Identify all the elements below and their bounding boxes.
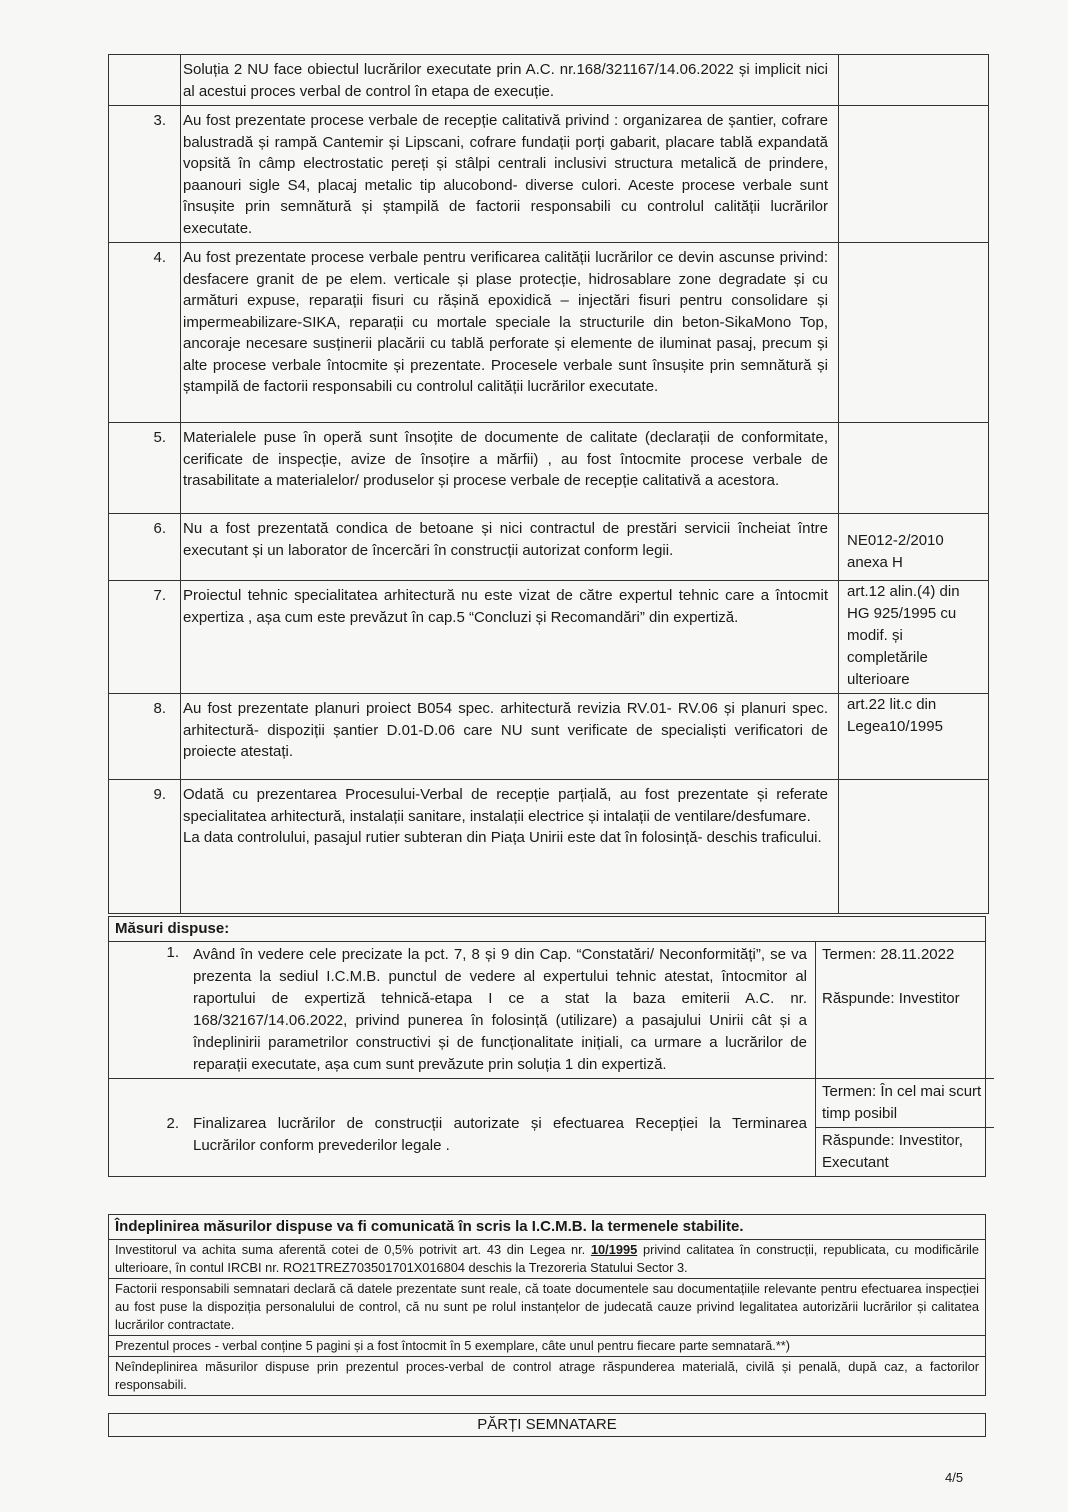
measure-row [109, 942, 994, 1079]
finding-reference: art.22 lit.c din Legea10/1995 [839, 694, 989, 780]
measure-text: Finalizarea lucrărilor de construcții autorizate și efectuarea Recepției la Terminarea Lucrărilor conform prevederilor legale . [191, 1079, 816, 1177]
finding-text: Soluția 2 NU face obiectul lucrărilor executate prin A.C. nr.168/321167/14.06.2022 și implicit nici al acestui proces verbal de control în etapa de execuție. [181, 55, 839, 106]
measure-deadline: Termen: 28.11.2022 [822, 946, 955, 963]
finding-reference: art.12 alin.(4) din HG 925/1995 cu modif. și completările ulterioare [839, 581, 989, 694]
finding-number: 8. [109, 694, 181, 780]
finding-row [109, 581, 989, 694]
finding-text: Proiectul tehnic specialitatea arhitectură nu este vizat de către expertul tehnic care a întocmit expertiza , așa cum este prevăzut în cap.5 “Concluzi și Recomandări” din expertiză. [181, 581, 839, 694]
signatories-header: PĂRȚI SEMNATARE [108, 1413, 986, 1437]
findings-table [108, 54, 989, 914]
finding-number: 3. [109, 106, 181, 243]
page-number: 4/5 [945, 1470, 964, 1485]
finding-number: 5. [109, 423, 181, 514]
finding-number: 6. [109, 514, 181, 581]
measure-deadline: Termen: În cel mai scurt timp posibil [822, 1083, 982, 1122]
measure-number: 2. [109, 1079, 191, 1177]
measure-row [109, 1079, 994, 1177]
finding-reference [839, 243, 989, 423]
measure-responsible: Răspunde: Investitor, Executant [816, 1127, 994, 1176]
finding-text: Au fost prezentate procese verbale de recepție calitativă privind : organizarea de șantier, cofrare balustradă și rampă Cantemir și Lipscani, cofrare fundații porți gabarit, placare tablă expandată vopsită în câmp electrostatic pereți și stâlpi centrali inclusivi structura metalică de prindere, paanouri sigle S4, placaj metalic tip alucobond- diverse culori. Aceste procese verbale sunt însușite prin semnătură și ștampilă de factorii responsabili cu controlul calității lucrărilor executate. [181, 106, 839, 243]
measures-table [109, 942, 994, 1176]
notice-deadlines: Îndeplinirea măsurilor dispuse va fi comunicată în scris la I.C.M.B. la termenele stabilite. [115, 1218, 744, 1235]
measure-deadline-cell [816, 942, 995, 1079]
notice-tax: Investitorul va achita suma aferentă cotei de 0,5% potrivit art. 43 din Legea nr. 10/1995 privind calitatea în construcții, republicata, cu modificările ulterioare, în contul IRCBI nr. RO21TREZ703501701X016804 deschis la Trezoreria Statului Sector 3. [109, 1239, 985, 1278]
finding-text: Au fost prezentate planuri proiect B054 spec. arhitectură revizia RV.01- RV.06 și planuri spec. arhitectură- dispoziții șantier D.01-D.06 care NU sunt verificate de specialiști verificatori de proiecte atestați. [181, 694, 839, 780]
notice-liability: Neîndeplinirea măsurilor dispuse prin prezentul proces-verbal de control atrage răspunderea materială, civilă și penală, după caz, a factorilor responsabili. [109, 1356, 985, 1395]
measure-number: 1. [166, 944, 179, 961]
finding-text: Nu a fost prezentată condica de betoane și nici contractul de prestări servicii încheiat între executant și un laborator de încercări în construcții autorizat conform legii. [181, 514, 839, 581]
finding-number [109, 55, 181, 106]
finding-number: 9. [109, 780, 181, 914]
finding-row [109, 423, 989, 514]
finding-row [109, 694, 989, 780]
finding-reference: NE012-2/2010 anexa H [839, 514, 989, 581]
measure-text: Având în vedere cele precizate la pct. 7, 8 și 9 din Cap. “Constatări/ Neconformități”, se va prezenta la sediul I.C.M.B. punctul de vedere al expertului tehnic atestat, întocmitor al raportului de expertiză tehnică-etapa I ce a stat la baza emiterii A.C. nr. 168/32167/14.06.2022, privind punerea în folosință (utilizare) a pasajului Unirii cât și a îndeplinirii parametrilor constructivi și de funcționalitate inițiali, ca urmare a lucrărilor de reparații executate, așa cum sunt prevăzute prin soluția 1 din expertiză. [193, 946, 807, 1073]
notes-section [108, 1214, 986, 1396]
finding-text: Au fost prezentate procese verbale pentru verificarea calității lucrărilor ce devin ascunse privind: desfacere granit de pe elem. verticale și plase protecție, hidrosablare zone degradate și cu armături expuse, reparații fisuri cu rășină epoxidică – injectări fisuri pentru consolidare și impermeabilizare-SIKA, reparații cu mortale speciale la structurile din beton-SikaMono Top, ancoraje necesare susținerii placării cu tablă perforate și elemente de iluminat pasaj, precum și alte procese verbale întocmite și prezentate. Procesele verbale sunt însușite prin semnătură și ștampilă de factorii responsabili cu controlul calității lucrărilor executate. [181, 243, 839, 423]
finding-reference [839, 55, 989, 106]
finding-row [109, 780, 989, 914]
finding-row [109, 106, 989, 243]
measure-responsible: Răspunde: Investitor [822, 990, 960, 1007]
notice-pages: Prezentul proces - verbal conține 5 pagini și a fost întocmit în 5 exemplare, câte unul pentru fiecare parte semnatară.**) [109, 1335, 985, 1356]
finding-row [109, 514, 989, 581]
finding-reference [839, 106, 989, 243]
measures-title: Măsuri dispuse: [109, 917, 985, 942]
finding-text: Odată cu prezentarea Procesului-Verbal de recepție parțială, au fost prezentate și referate specialitatea arhitectură, instalații sanitare, instalații electrice și intalații de ventilare/desfumare. La data controlului, pasajul rutier subteran din Piața Unirii este dat în folosință- deschis traficului. [181, 780, 839, 914]
measure-deadline-cell [816, 1079, 995, 1177]
finding-row [109, 55, 989, 106]
measures-section [108, 916, 986, 1177]
notice-factors: Factorii responsabili semnatari declară că datele prezentate sunt reale, că toate documentele sau documentațiile relevante pentru efectuarea inspecției au fost puse la dispoziția personalului de control, că nu sunt pe rolul instanțelor de judecată cauze privind legalitatea autorizării lucrărilor și calitatea lucrărilor contractate. [109, 1278, 985, 1335]
finding-number: 7. [109, 581, 181, 694]
finding-number: 4. [109, 243, 181, 423]
finding-reference [839, 423, 989, 514]
finding-text: Materialele puse în operă sunt însoțite de documente de calitate (declarații de conformitate, cerificate de inspecție, avize de însoțire a mărfii) , au fost întocmite procese verbale de trasabilitate a materialelor/ produselor și procese verbale de recepție calitativă a acestora. [181, 423, 839, 514]
finding-reference [839, 780, 989, 914]
finding-row [109, 243, 989, 423]
